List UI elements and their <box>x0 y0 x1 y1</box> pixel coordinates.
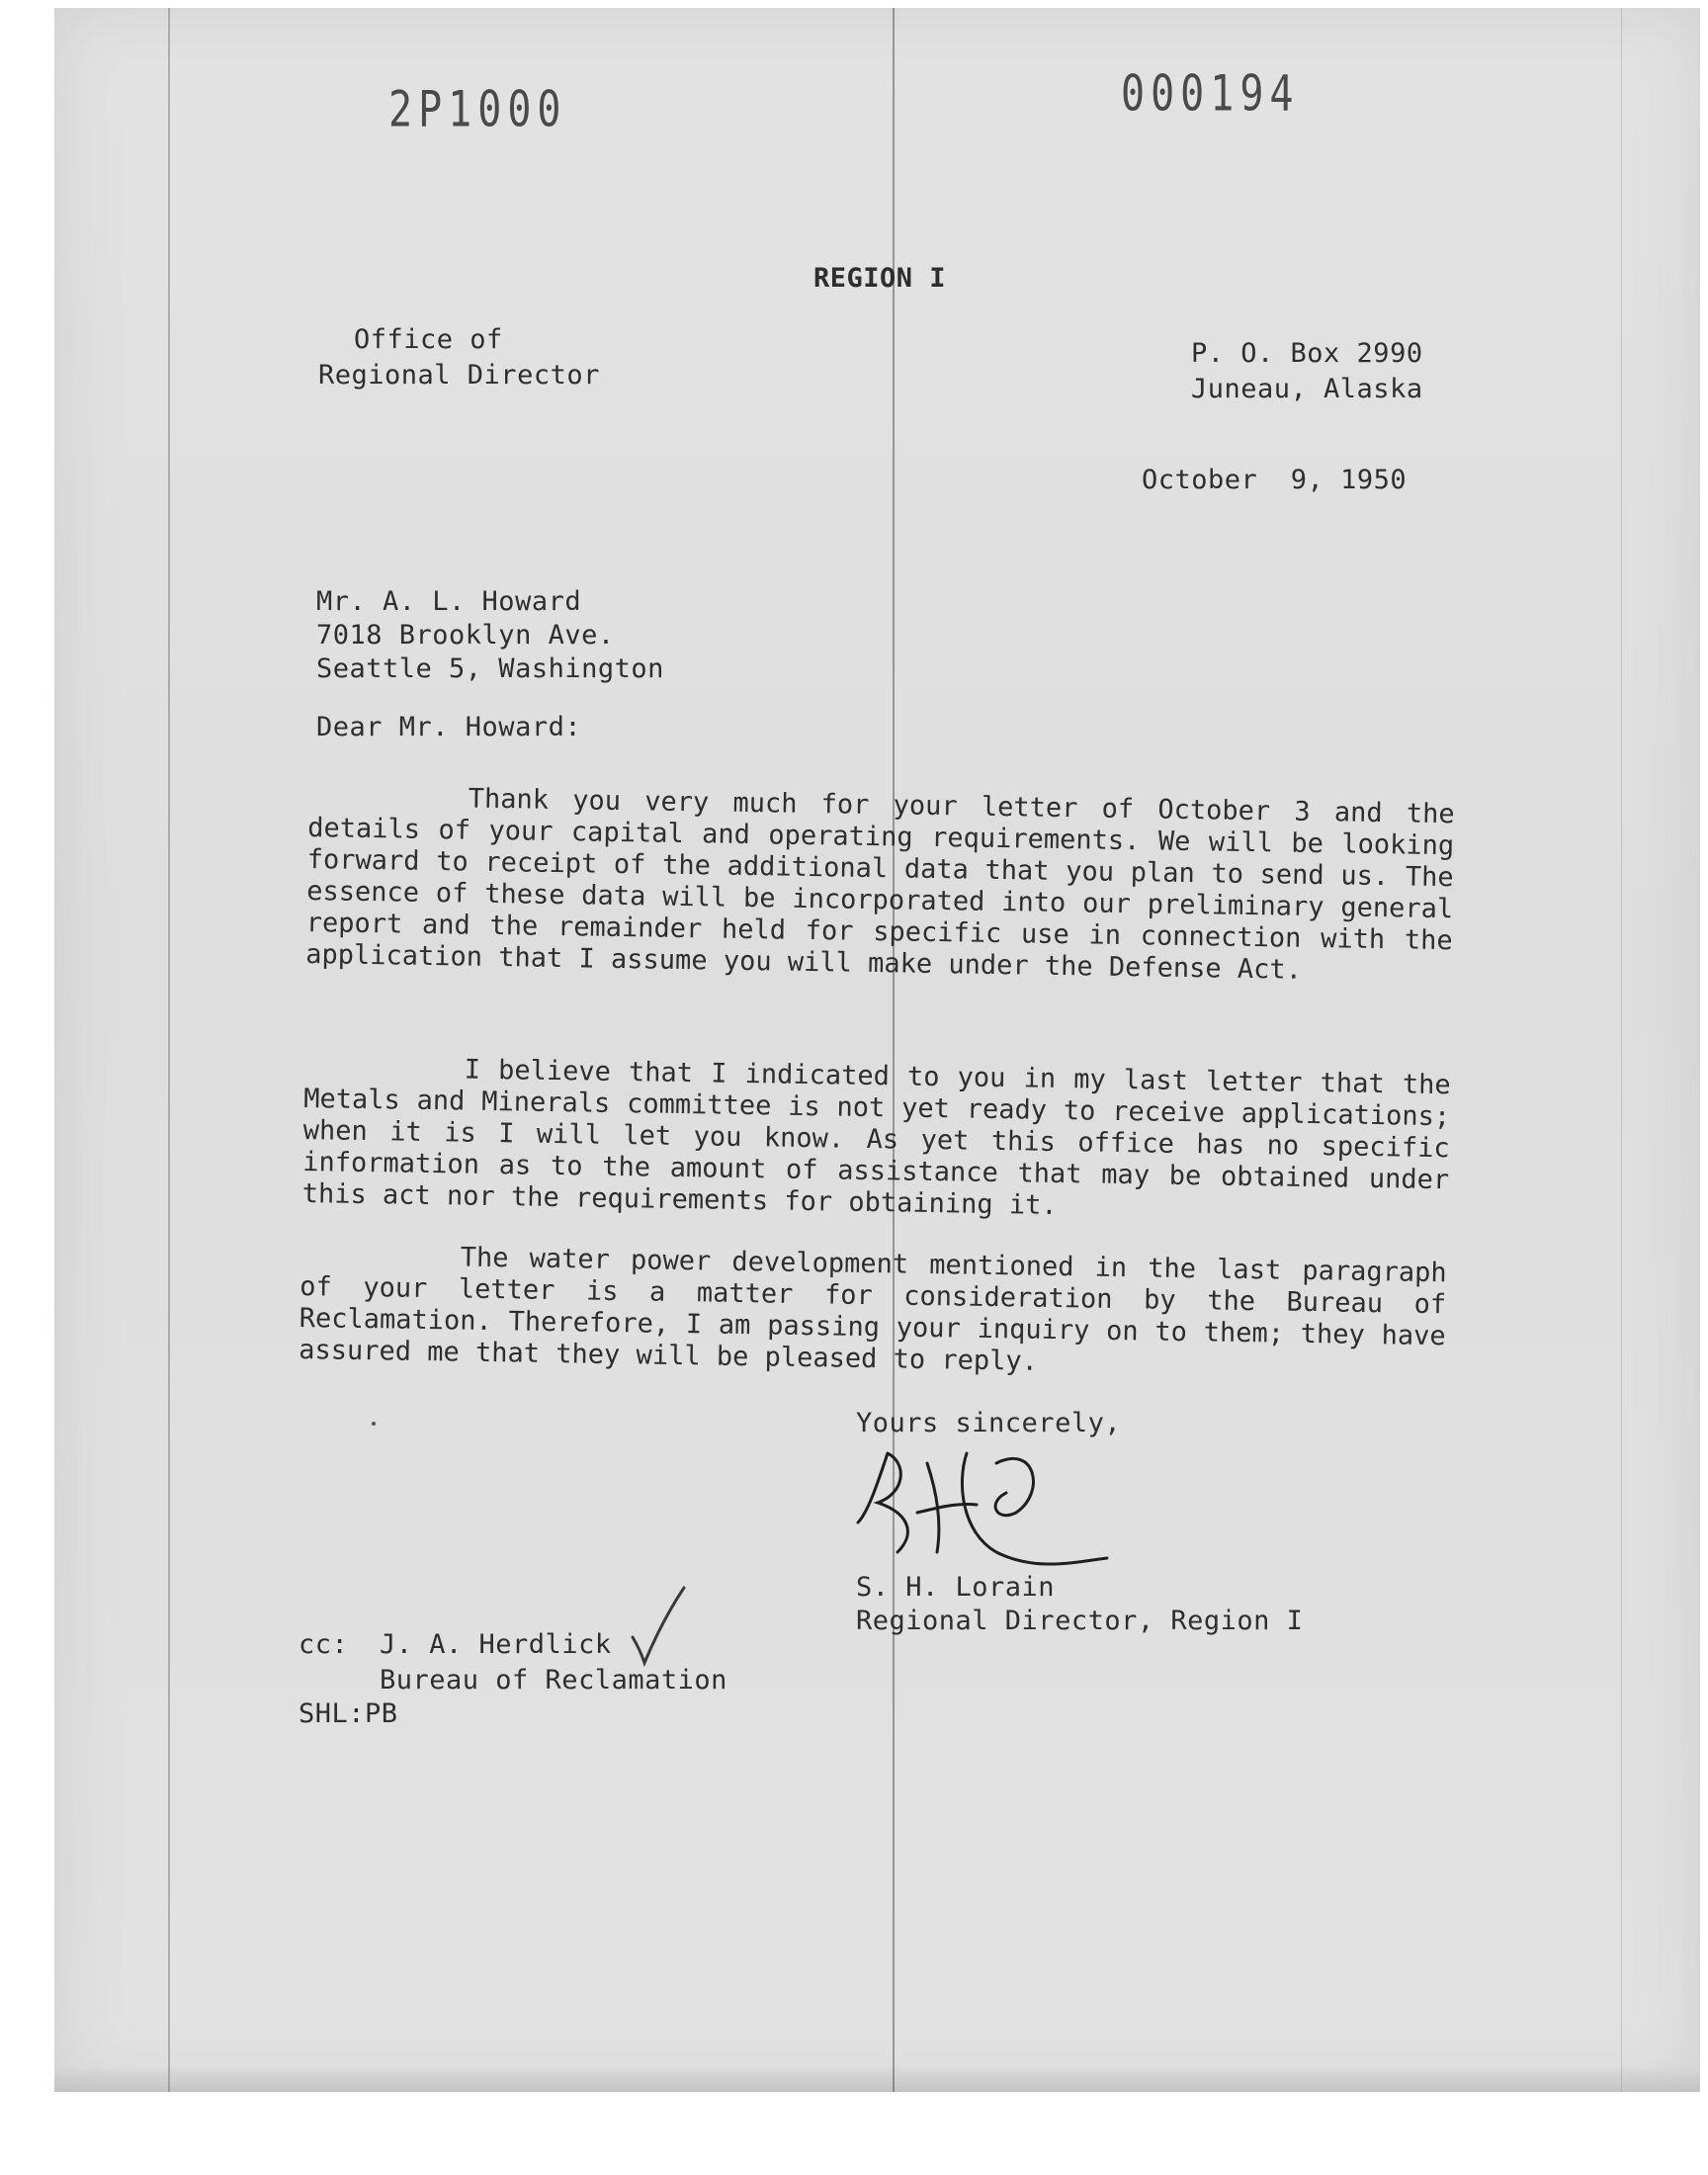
paper-bottom-edge <box>54 2066 1700 2092</box>
cc-label: cc: <box>299 1629 349 1660</box>
signer-name: S. H. Lorain <box>856 1572 1056 1603</box>
cc-organization: Bureau of Reclamation <box>380 1665 727 1696</box>
letter-date: October 9, 1950 <box>1142 465 1408 495</box>
cc-name: J. A. Herdlick <box>380 1629 612 1660</box>
office-line-2: Regional Director <box>318 360 600 391</box>
recipient-street: 7018 Brooklyn Ave. <box>316 620 615 651</box>
fold-line-center <box>893 8 895 2092</box>
check-mark-icon <box>629 1584 688 1667</box>
address-line-1: P. O. Box 2990 <box>1191 338 1423 369</box>
body-paragraph-1: Thank you very much for your letter of October 3 and the details of your capital and operating requirements. We will be looking forward to receipt of the additional data that you plan to send us. The essence of these data will be incorporated into our preliminary general report and the remainder held for specific use in connection with the application that I assume you will make under the Defense Act. <box>304 783 1455 986</box>
office-block <box>318 322 600 393</box>
office-line-1: Office of <box>354 324 503 355</box>
signer-title: Regional Director, Region I <box>856 1606 1304 1636</box>
recipient-name: Mr. A. L. Howard <box>316 586 582 617</box>
document-number-stamp-left: 2P1000 <box>388 81 567 138</box>
address-line-2: Juneau, Alaska <box>1191 374 1423 404</box>
document-number-stamp-right: 000194 <box>1121 65 1300 123</box>
scan-speck <box>372 1422 376 1426</box>
recipient-city: Seattle 5, Washington <box>316 653 664 684</box>
paper-sheet <box>54 8 1700 2092</box>
body-paragraph-2: I believe that I indicated to you in my last letter that the Metals and Minerals committee is not yet ready to receive applications; when it is I will let you know. As yet this office has no specific information as to the amount of assistance that may be obtained under this act nor the requirements for obtaining it. <box>301 1054 1451 1221</box>
complimentary-close: Yours sincerely, <box>856 1408 1122 1438</box>
reference-initials: SHL:PB <box>299 1698 398 1729</box>
letter-heading: REGION I <box>813 263 947 294</box>
sender-address <box>1191 336 1423 407</box>
fold-line-left <box>168 8 170 2092</box>
salutation: Dear Mr. Howard: <box>316 712 582 742</box>
fold-line-right <box>1621 8 1622 2092</box>
recipient-address <box>316 585 664 686</box>
body-paragraph-3: The water power development mentioned in the last paragraph of your letter is a matter for consideration by the Bureau of Reclamation. Therefore, I am passing your inquiry on to them; they have assured me that they will be pleased to reply. <box>299 1242 1447 1377</box>
handwritten-signature <box>848 1424 1125 1572</box>
